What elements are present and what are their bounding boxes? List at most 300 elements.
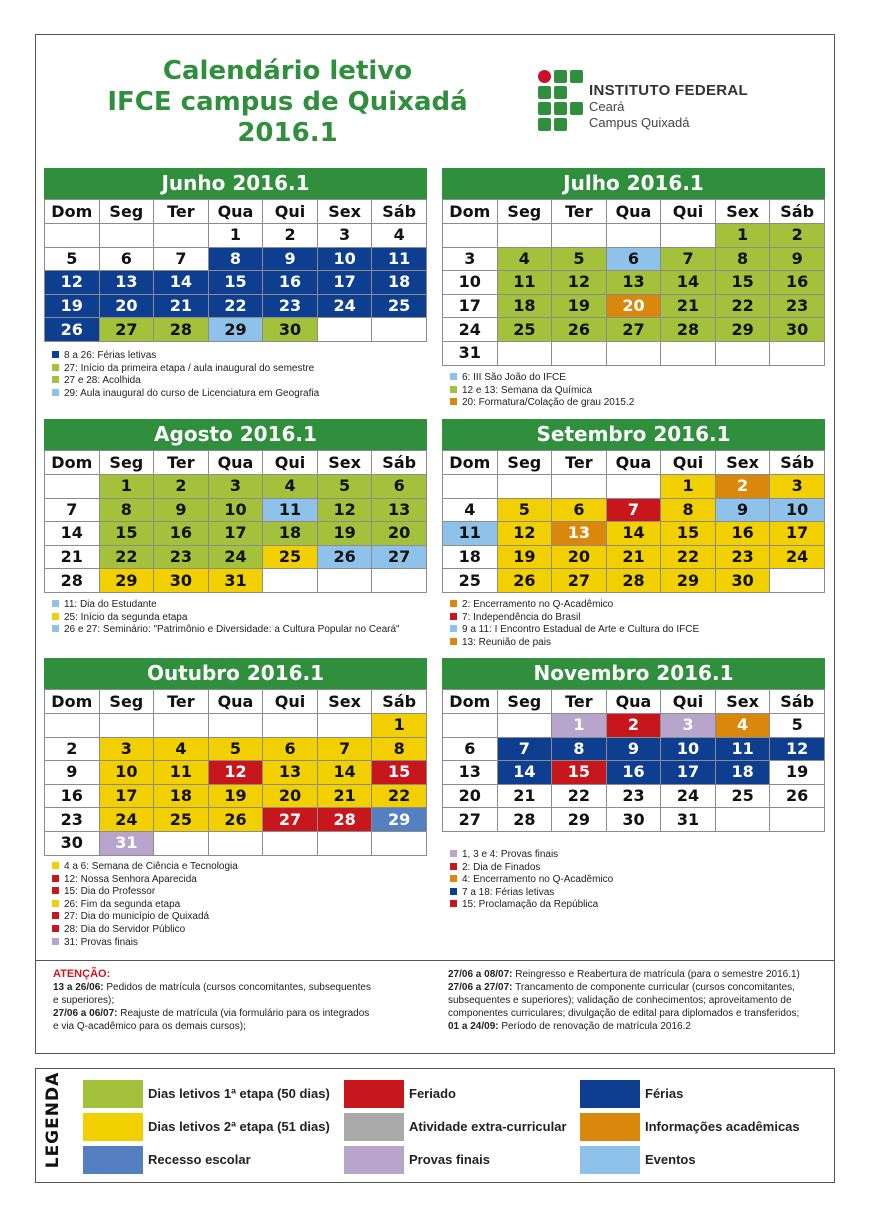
day-cell: 11 (372, 247, 427, 271)
week-row (443, 761, 825, 785)
note-text: 29: Aula inaugural do curso de Licenciatura em Geografia (64, 387, 320, 399)
month-notes (450, 372, 634, 410)
note-color-square (450, 888, 457, 895)
day-cell: 30 (770, 318, 825, 342)
day-cell: 6 (443, 737, 498, 761)
day-cell: 5 (770, 714, 825, 738)
note-color-square (450, 638, 457, 645)
day-cell: 10 (317, 247, 372, 271)
empty-cell (208, 714, 263, 738)
weekday-header: Seg (497, 200, 552, 224)
day-cell: 28 (661, 318, 716, 342)
day-cell: 18 (154, 784, 209, 808)
day-cell: 21 (497, 784, 552, 808)
week-row (443, 569, 825, 593)
week-row (45, 522, 427, 546)
day-cell: 8 (552, 737, 607, 761)
day-cell: 12 (497, 522, 552, 546)
week-row (45, 808, 427, 832)
empty-cell (443, 714, 498, 738)
day-cell: 24 (99, 808, 154, 832)
day-cell: 15 (552, 761, 607, 785)
note-item (52, 911, 238, 924)
day-cell: 9 (606, 737, 661, 761)
month-calendar (44, 419, 427, 593)
week-row (443, 247, 825, 271)
empty-cell (263, 714, 318, 738)
day-cell: 14 (497, 761, 552, 785)
legend-swatch (580, 1113, 640, 1141)
weekday-header: Ter (552, 451, 607, 475)
day-cell: 15 (99, 522, 154, 546)
month-grid (442, 450, 825, 593)
day-cell: 24 (661, 784, 716, 808)
empty-cell (606, 475, 661, 499)
weekday-header: Dom (443, 200, 498, 224)
empty-cell (443, 475, 498, 499)
weekday-header: Ter (154, 451, 209, 475)
day-cell: 27 (263, 808, 318, 832)
week-row (443, 271, 825, 295)
day-cell: 4 (443, 498, 498, 522)
week-row (443, 808, 825, 832)
weekday-header: Ter (552, 690, 607, 714)
day-cell: 21 (606, 545, 661, 569)
weekday-header: Seg (99, 451, 154, 475)
legend-swatch (344, 1146, 404, 1174)
note-item (52, 899, 238, 912)
weekday-header: Sáb (372, 200, 427, 224)
day-cell: 2 (770, 224, 825, 248)
day-cell: 9 (45, 761, 100, 785)
day-cell: 28 (45, 569, 100, 593)
day-cell: 22 (372, 784, 427, 808)
week-row (45, 271, 427, 295)
weekday-header: Dom (443, 451, 498, 475)
day-cell: 19 (552, 294, 607, 318)
week-row (45, 714, 427, 738)
attention-item: 27/06 a 06/07: Reajuste de matrícula (via formulário para os integrados e via Q-acadêmico para os demais cursos); (53, 1008, 370, 1032)
empty-cell (552, 475, 607, 499)
empty-cell (715, 341, 770, 365)
weekday-header: Qua (606, 200, 661, 224)
day-cell: 16 (45, 784, 100, 808)
day-cell: 19 (770, 761, 825, 785)
day-cell: 11 (154, 761, 209, 785)
day-cell: 12 (317, 498, 372, 522)
week-row (443, 714, 825, 738)
weekday-header: Qua (208, 451, 263, 475)
weekday-header: Ter (154, 200, 209, 224)
weekday-header: Sáb (770, 200, 825, 224)
day-cell: 14 (154, 271, 209, 295)
weekday-header: Sáb (770, 690, 825, 714)
day-cell: 17 (770, 522, 825, 546)
day-cell: 2 (715, 475, 770, 499)
note-text: 7 a 18: Férias letivas (462, 886, 555, 898)
week-row (45, 475, 427, 499)
weekday-header: Dom (443, 690, 498, 714)
day-cell: 2 (45, 737, 100, 761)
day-cell: 20 (99, 294, 154, 318)
empty-cell (372, 569, 427, 593)
empty-cell (317, 714, 372, 738)
legend-label: Informações acadêmicas (645, 1119, 800, 1134)
day-cell: 18 (497, 294, 552, 318)
day-cell: 8 (99, 498, 154, 522)
note-color-square (450, 863, 457, 870)
note-color-square (52, 938, 59, 945)
weekday-header: Dom (45, 451, 100, 475)
empty-cell (208, 831, 263, 855)
day-cell: 28 (606, 569, 661, 593)
note-color-square (450, 398, 457, 405)
day-cell: 28 (317, 808, 372, 832)
day-cell: 19 (45, 294, 100, 318)
day-cell: 20 (606, 294, 661, 318)
day-cell: 1 (372, 714, 427, 738)
month-title: Julho 2016.1 (442, 168, 825, 199)
day-cell: 26 (552, 318, 607, 342)
note-text: 7: Independência do Brasil (462, 611, 581, 623)
day-cell: 25 (372, 294, 427, 318)
day-cell: 19 (208, 784, 263, 808)
day-cell: 25 (715, 784, 770, 808)
month-title: Junho 2016.1 (44, 168, 427, 199)
day-cell: 18 (263, 522, 318, 546)
weekday-header: Qui (263, 451, 318, 475)
note-item (450, 372, 634, 385)
empty-cell (317, 318, 372, 342)
day-cell: 11 (263, 498, 318, 522)
empty-cell (317, 569, 372, 593)
weekday-header: Sex (715, 690, 770, 714)
attention-item: 01 a 24/09: Período de renovação de matrícula 2016.2 (448, 1021, 691, 1032)
day-cell: 5 (208, 737, 263, 761)
note-color-square (450, 600, 457, 607)
note-text: 31: Provas finais (64, 936, 138, 948)
note-color-square (52, 364, 59, 371)
week-row (45, 569, 427, 593)
week-row (45, 294, 427, 318)
month-notes (52, 599, 400, 637)
title-line-1: Calendário letivo (162, 56, 413, 86)
day-cell: 8 (208, 247, 263, 271)
weekday-header: Ter (154, 690, 209, 714)
day-cell: 30 (154, 569, 209, 593)
note-text: 4: Encerramento no Q-Acadêmico (462, 874, 614, 886)
note-color-square (450, 613, 457, 620)
legend-swatch (344, 1113, 404, 1141)
note-text: 15: Proclamação da República (462, 899, 599, 911)
day-cell: 26 (317, 545, 372, 569)
weekday-header: Qua (208, 200, 263, 224)
day-cell: 20 (552, 545, 607, 569)
week-row (443, 784, 825, 808)
day-cell: 25 (263, 545, 318, 569)
note-text: 27: Início da primeira etapa / aula inaugural do semestre (64, 362, 315, 374)
day-cell: 16 (770, 271, 825, 295)
day-cell: 11 (715, 737, 770, 761)
week-row (45, 761, 427, 785)
day-cell: 30 (606, 808, 661, 832)
day-cell: 31 (443, 341, 498, 365)
day-cell: 13 (372, 498, 427, 522)
empty-cell (661, 224, 716, 248)
day-cell: 9 (263, 247, 318, 271)
empty-cell (770, 808, 825, 832)
note-text: 26 e 27: Seminário: "Patrimônio e Diversidade: a Cultura Popular no Ceará" (64, 624, 400, 636)
week-row (45, 224, 427, 248)
day-cell: 6 (552, 498, 607, 522)
note-item (450, 899, 613, 912)
note-text: 1, 3 e 4: Provas finais (462, 849, 559, 860)
weekday-header: Qui (263, 690, 318, 714)
weekday-header: Sex (715, 451, 770, 475)
day-cell: 17 (443, 294, 498, 318)
day-cell: 17 (208, 522, 263, 546)
note-text: 15: Dia do Professor (64, 886, 156, 898)
note-color-square (52, 912, 59, 919)
day-cell: 3 (661, 714, 716, 738)
note-text: 2: Dia de Finados (462, 861, 541, 873)
week-row (443, 522, 825, 546)
day-cell: 4 (154, 737, 209, 761)
week-row (45, 498, 427, 522)
day-cell: 31 (208, 569, 263, 593)
month-grid (442, 199, 825, 366)
day-cell: 7 (154, 247, 209, 271)
empty-cell (497, 224, 552, 248)
legend-label: Eventos (645, 1152, 696, 1167)
day-cell: 16 (715, 522, 770, 546)
day-cell: 21 (661, 294, 716, 318)
day-cell: 27 (552, 569, 607, 593)
title-line-2: IFCE campus de Quixadá (107, 87, 468, 117)
day-cell: 8 (372, 737, 427, 761)
note-color-square (450, 900, 457, 907)
attention-separator (35, 960, 835, 961)
note-text: 13: Reunião de pais (462, 636, 551, 648)
week-row (443, 224, 825, 248)
day-cell: 12 (45, 271, 100, 295)
day-cell: 21 (154, 294, 209, 318)
day-cell: 13 (99, 271, 154, 295)
day-cell: 30 (45, 831, 100, 855)
note-text: 4 a 6: Semana de Ciência e Tecnologia (64, 861, 238, 872)
title-line-3: 2016.1 (237, 118, 338, 148)
empty-cell (45, 224, 100, 248)
day-cell: 22 (552, 784, 607, 808)
day-cell: 12 (770, 737, 825, 761)
empty-cell (606, 341, 661, 365)
weekday-header: Qui (661, 451, 716, 475)
page-title (100, 56, 475, 149)
note-item (52, 612, 400, 625)
day-cell: 8 (661, 498, 716, 522)
note-text: 28: Dia do Servidor Público (64, 923, 186, 935)
day-cell: 14 (661, 271, 716, 295)
week-row (443, 475, 825, 499)
day-cell: 22 (661, 545, 716, 569)
day-cell: 29 (715, 318, 770, 342)
note-color-square (450, 625, 457, 632)
week-row (443, 545, 825, 569)
day-cell: 24 (208, 545, 263, 569)
day-cell: 22 (208, 294, 263, 318)
day-cell: 18 (372, 271, 427, 295)
note-color-square (52, 900, 59, 907)
day-cell: 29 (372, 808, 427, 832)
empty-cell (661, 341, 716, 365)
empty-cell (154, 224, 209, 248)
week-row (443, 737, 825, 761)
day-cell: 4 (715, 714, 770, 738)
note-text: 26: Fim da segunda etapa (64, 898, 181, 910)
day-cell: 22 (715, 294, 770, 318)
day-cell: 24 (317, 294, 372, 318)
weekday-header: Seg (99, 690, 154, 714)
legend-swatch (580, 1080, 640, 1108)
note-item (450, 874, 613, 887)
empty-cell (770, 569, 825, 593)
day-cell: 30 (715, 569, 770, 593)
day-cell: 10 (661, 737, 716, 761)
legend-label: Atividade extra-curricular (409, 1119, 567, 1134)
month-title: Agosto 2016.1 (44, 419, 427, 450)
day-cell: 16 (606, 761, 661, 785)
note-item (52, 363, 319, 376)
note-item (52, 937, 238, 950)
note-item (52, 861, 238, 874)
month-calendar (44, 658, 427, 856)
day-cell: 3 (770, 475, 825, 499)
note-item (52, 375, 319, 388)
note-item (52, 874, 238, 887)
day-cell: 7 (661, 247, 716, 271)
note-item (52, 599, 400, 612)
note-text: 11: Dia do Estudante (64, 599, 157, 610)
note-text: 8 a 26: Férias letivas (64, 350, 157, 361)
legend-label: Provas finais (409, 1152, 490, 1167)
legend-label: Recesso escolar (148, 1152, 251, 1167)
day-cell: 6 (372, 475, 427, 499)
day-cell: 26 (45, 318, 100, 342)
empty-cell (372, 318, 427, 342)
note-color-square (52, 600, 59, 607)
empty-cell (715, 808, 770, 832)
note-text: 12: Nossa Senhora Aparecida (64, 873, 197, 885)
day-cell: 4 (372, 224, 427, 248)
attention-heading: ATENÇÃO: (53, 968, 111, 980)
logo-state: Ceará (589, 99, 625, 114)
legend-swatch (83, 1113, 143, 1141)
day-cell: 29 (661, 569, 716, 593)
day-cell: 31 (99, 831, 154, 855)
weekday-header: Seg (99, 200, 154, 224)
day-cell: 15 (372, 761, 427, 785)
attention-item: 27/06 a 27/07: Trancamento de componente curricular (cursos concomitantes, subsequentes e superiores); validação de conhecimentos; aproveitamento de componentes curriculares; divulgação de edital para diplomados e transferidos; (448, 982, 800, 1019)
note-color-square (52, 887, 59, 894)
weekday-header: Qui (661, 200, 716, 224)
day-cell: 18 (443, 545, 498, 569)
weekday-header: Qui (661, 690, 716, 714)
note-item (52, 388, 319, 401)
day-cell: 11 (443, 522, 498, 546)
week-row (45, 737, 427, 761)
day-cell: 16 (154, 522, 209, 546)
month-notes (450, 849, 613, 912)
week-row (443, 318, 825, 342)
day-cell: 1 (208, 224, 263, 248)
note-item (450, 397, 634, 410)
day-cell: 29 (552, 808, 607, 832)
day-cell: 5 (45, 247, 100, 271)
month-notes (52, 350, 319, 400)
day-cell: 25 (154, 808, 209, 832)
day-cell: 12 (552, 271, 607, 295)
day-cell: 23 (770, 294, 825, 318)
day-cell: 3 (208, 475, 263, 499)
day-cell: 13 (552, 522, 607, 546)
day-cell: 2 (263, 224, 318, 248)
empty-cell (770, 341, 825, 365)
weekday-header: Sex (317, 690, 372, 714)
note-text: 2: Encerramento no Q-Acadêmico (462, 599, 614, 610)
weekday-header: Dom (45, 200, 100, 224)
day-cell: 23 (263, 294, 318, 318)
day-cell: 27 (606, 318, 661, 342)
weekday-header: Ter (552, 200, 607, 224)
empty-cell (606, 224, 661, 248)
day-cell: 27 (443, 808, 498, 832)
empty-cell (552, 341, 607, 365)
day-cell: 11 (497, 271, 552, 295)
month-title: Novembro 2016.1 (442, 658, 825, 689)
note-item (450, 612, 699, 625)
day-cell: 24 (770, 545, 825, 569)
day-cell: 1 (99, 475, 154, 499)
note-color-square (52, 625, 59, 632)
empty-cell (45, 475, 100, 499)
note-item (450, 385, 634, 398)
attention-right (448, 968, 818, 1033)
day-cell: 4 (263, 475, 318, 499)
week-row (443, 498, 825, 522)
day-cell: 5 (497, 498, 552, 522)
day-cell: 31 (661, 808, 716, 832)
month-grid (44, 450, 427, 593)
legend-label: Dias letivos 2ª etapa (51 dias) (148, 1119, 330, 1134)
day-cell: 15 (715, 271, 770, 295)
legend-swatch (83, 1146, 143, 1174)
month-calendar (442, 658, 825, 832)
day-cell: 17 (99, 784, 154, 808)
day-cell: 1 (552, 714, 607, 738)
day-cell: 7 (606, 498, 661, 522)
weekday-header: Seg (497, 451, 552, 475)
day-cell: 20 (443, 784, 498, 808)
note-text: 27 e 28: Acolhida (64, 375, 141, 387)
note-item (450, 599, 699, 612)
week-row (45, 318, 427, 342)
day-cell: 15 (661, 522, 716, 546)
empty-cell (45, 714, 100, 738)
note-text: 6: III São João do IFCE (462, 372, 566, 383)
logo-institution: INSTITUTO FEDERAL (589, 82, 748, 99)
day-cell: 5 (552, 247, 607, 271)
note-color-square (52, 875, 59, 882)
